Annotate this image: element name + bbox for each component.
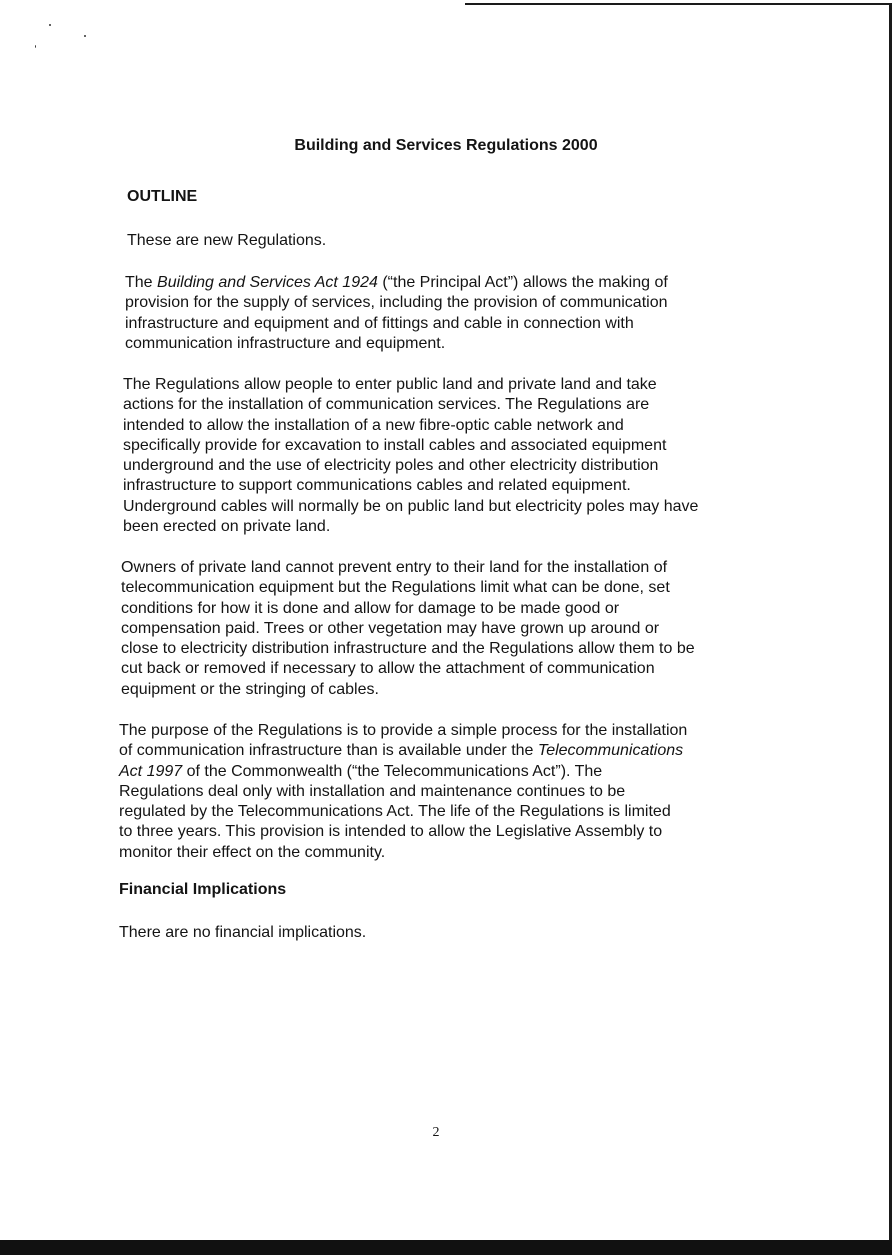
paragraph-line: compensation paid. Trees or other vegetation may have grown up around or (121, 619, 660, 637)
paragraph-line: telecommunication equipment but the Regulations limit what can be done, set (121, 579, 670, 597)
scan-speck (84, 35, 86, 37)
paragraph-line: actions for the installation of communication services. The Regulations are (123, 396, 650, 414)
paragraph-line: The Regulations allow people to enter public land and private land and take (123, 376, 657, 393)
scan-edge-bottom (0, 1240, 892, 1255)
paragraph-line: Regulations deal only with installation and maintenance continues to be (119, 782, 626, 800)
purpose-paragraph (119, 721, 687, 863)
paragraph-line: underground and the use of electricity poles and other electricity distribution (123, 457, 659, 475)
paragraph-line: infrastructure and equipment and of fittings and cable in connection with (125, 314, 634, 332)
paragraph-line: infrastructure to support communications cables and related equipment. (123, 477, 631, 495)
paragraph-line: Underground cables will normally be on public land but electricity poles may have (123, 497, 699, 515)
intro-paragraph (127, 231, 326, 251)
act-title-italic: Building and Services Act 1924 (157, 274, 378, 291)
intro-text: These are new Regulations. (127, 232, 327, 249)
paragraph-line: The Building and Services Act 1924 (“the Principal Act”) allows the making of (125, 274, 668, 291)
paragraph-line: intended to allow the installation of a new fibre-optic cable network and (123, 416, 624, 434)
paragraph-line: specifically provide for excavation to install cables and associated equipment (123, 436, 667, 454)
paragraph-line: Owners of private land cannot prevent entry to their land for the installation of (121, 559, 668, 576)
paragraph-line: The purpose of the Regulations is to provide a simple process for the installation (119, 722, 688, 739)
paragraph-line: communication infrastructure and equipment. (125, 334, 446, 352)
paragraph-line: cut back or removed if necessary to allow the attachment of communication (121, 660, 655, 678)
paragraph-line: to three years. This provision is intended to allow the Legislative Assembly to (119, 823, 663, 841)
paragraph-line: close to electricity distribution infrastructure and the Regulations allow them to be (121, 640, 695, 658)
act-title-italic: Act 1997 (119, 762, 183, 780)
regulations-allow-paragraph (123, 375, 698, 537)
paragraph-line: provision for the supply of services, including the provision of communication (125, 294, 668, 312)
page-number: 2 (432, 1125, 440, 1140)
paragraph-line: monitor their effect on the community. (119, 843, 386, 861)
outline-heading: OUTLINE (127, 188, 198, 205)
paragraph-line: equipment or the stringing of cables. (121, 680, 379, 698)
paragraph-line: of communication infrastructure than is available under the Telecommunications (119, 742, 684, 760)
paragraph-line: regulated by the Telecommunications Act. The life of the Regulations is limited (119, 803, 671, 821)
financial-paragraph (119, 923, 366, 943)
owners-paragraph (121, 558, 695, 700)
financial-text: There are no financial implications. (119, 924, 367, 941)
financial-implications-heading: Financial Implications (119, 881, 287, 898)
document-title: Building and Services Regulations 2000 (294, 137, 598, 154)
paragraph-line: been erected on private land. (123, 518, 331, 536)
paragraph-line: Act 1997 of the Commonwealth (“the Telecommunications Act”). The (119, 762, 603, 780)
scan-edge-top (465, 3, 892, 5)
principal-act-paragraph (125, 273, 668, 354)
scan-speck (35, 45, 36, 48)
act-title-italic: Telecommunications (537, 742, 684, 760)
scan-speck (49, 24, 51, 26)
paragraph-line: conditions for how it is done and allow for damage to be made good or (121, 599, 620, 617)
